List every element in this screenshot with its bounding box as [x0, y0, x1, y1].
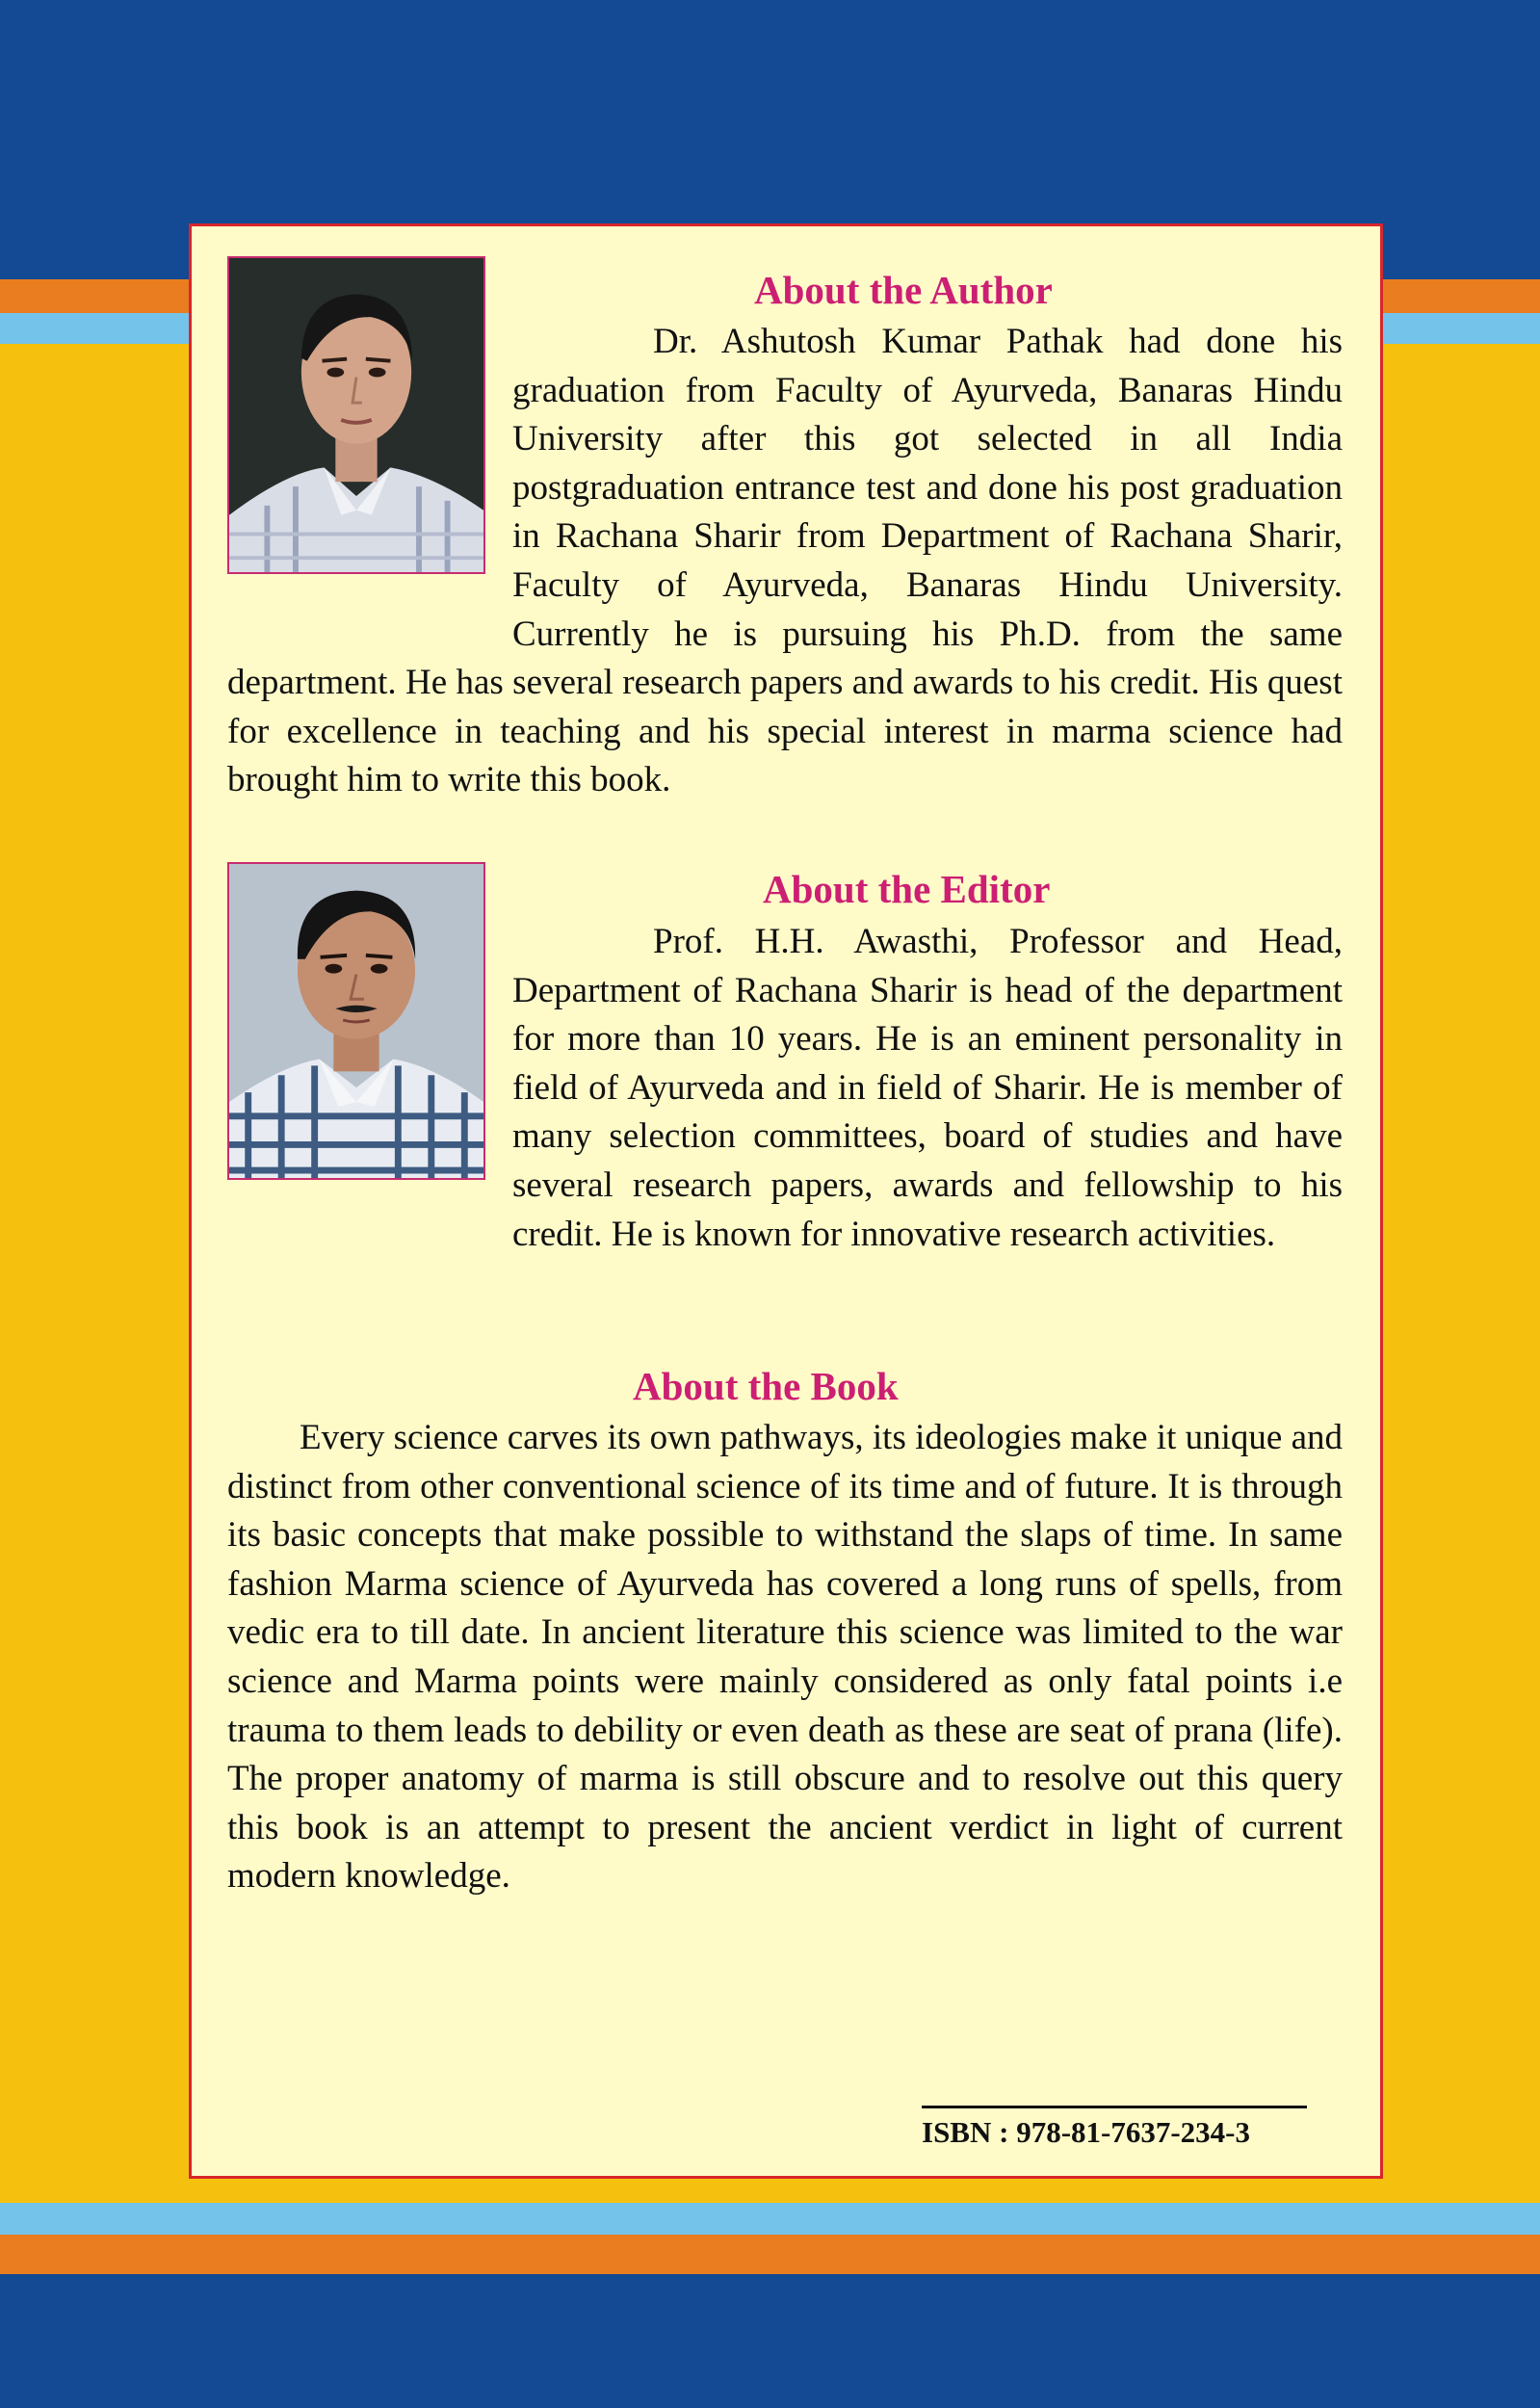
isbn-rule: [922, 2106, 1307, 2108]
bottom-light-blue-stripe: [0, 2203, 1540, 2235]
editor-photo-wrap-spacer: [227, 918, 512, 1211]
author-photo-wrap-spacer: [227, 318, 512, 659]
about-book-text: Every science carves its own pathways, its ideologies make it unique and distinct from other conventional science of its time and of future. It is through its basic concepts that make possible to withstand the slaps of time. In same fashion Marma science of Ayurveda has covered a long runs of spells, from vedic era to till date. In ancient literature this science was limited to the war science and Marma points were mainly considered as only fatal points i.e trauma to them leads to debility or even death as these are seat of prana (life). The proper anatomy of marma is still obscure and to resolve out this query this book is an attempt to present the ancient verdict in light of current modern knowledge.: [227, 1418, 1343, 1897]
about-author-text: [227, 318, 1343, 805]
about-editor-text: [227, 918, 1343, 1259]
editor-bio: Prof. H.H. Awasthi, Professor and Head, Department of Rachana Sharir is head of the department for more than 10 years. He is an eminent personality in field of Ayurveda and in field of Sharir. He is member of many selection committees, board of studies and have several research papers, awards and fellowship to his credit. He is known for innovative research activities.: [512, 922, 1343, 1254]
bottom-orange-stripe: [0, 2235, 1540, 2274]
isbn-number: ISBN : 978-81-7637-234-3: [922, 2115, 1250, 2149]
author-bio: Dr. Ashutosh Kumar Pathak had done his graduation from Faculty of Ayurveda, Banaras Hindu University after this got selected in all India postgraduation entrance test and done his post graduation in Rachana Sharir from Department of Rachana Sharir, Faculty of Ayurveda, Banaras Hindu University. Currently he is pursuing his Ph.D. from the same department. He has several research papers and awards to his credit. His quest for excellence in teaching and his special interest in marma science had brought him to write this book.: [227, 322, 1343, 800]
about-author-heading: About the Author: [754, 268, 1053, 312]
about-editor-heading: About the Editor: [763, 867, 1051, 911]
bottom-blue-band: [0, 2274, 1540, 2408]
about-book-heading: About the Book: [633, 1364, 899, 1408]
